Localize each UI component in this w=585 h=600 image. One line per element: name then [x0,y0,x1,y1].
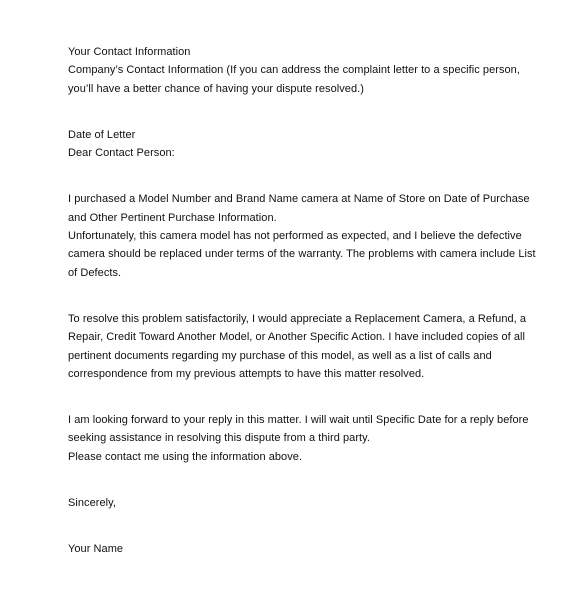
closing: Sincerely, [68,496,116,509]
company-contact-line-2: you’ll have a better chance of having your dispute resolved.) [68,82,364,95]
spacer [68,282,538,310]
spacer [68,512,538,540]
date-line: Date of Letter [68,128,136,141]
paragraph-line: I am looking forward to your reply in this matter. I will wait until Specific Date for a reply before [68,414,529,427]
spacer [68,163,538,191]
paragraph-line: camera should be replaced under terms of the warranty. The problems with camera include List [68,248,536,261]
signature-name: Your Name [68,542,124,555]
paragraph-line: pertinent documents regarding my purchase of this model, as well as a list of calls and [68,349,492,362]
spacer [68,98,538,126]
paragraph-line: I purchased a Model Number and Brand Name camera at Name of Store on Date of Purchase [68,193,530,206]
spacer [68,466,538,494]
paragraph-resolution-request [68,310,538,384]
spacer [68,383,538,411]
paragraph-line: To resolve this problem satisfactorily, I would appreciate a Replacement Camera, a Refund, a [68,312,527,325]
paragraph-purchase-problem [68,190,538,282]
company-contact-line-1: Company’s Contact Information (If you can address the complaint letter to a specific person, [68,64,520,77]
paragraph-line: and Other Pertinent Purchase Information. [68,211,277,224]
paragraph-line: Please contact me using the information above. [68,450,303,463]
paragraph-line: seeking assistance in resolving this dispute from a third party. [68,432,370,445]
paragraph-reply-request [68,411,538,466]
sender-contact-line: Your Contact Information [68,46,191,58]
paragraph-line: Unfortunately, this camera model has not performed as expected, and I believe the defective [68,230,522,243]
paragraph-line: correspondence from my previous attempts to have this matter resolved. [68,368,425,381]
paragraph-line: of Defects. [68,266,122,279]
salutation: Dear Contact Person: [68,147,175,160]
letter-body [68,43,538,558]
paragraph-line: Repair, Credit Toward Another Model, or Another Specific Action. I have included copies of all [68,331,525,344]
